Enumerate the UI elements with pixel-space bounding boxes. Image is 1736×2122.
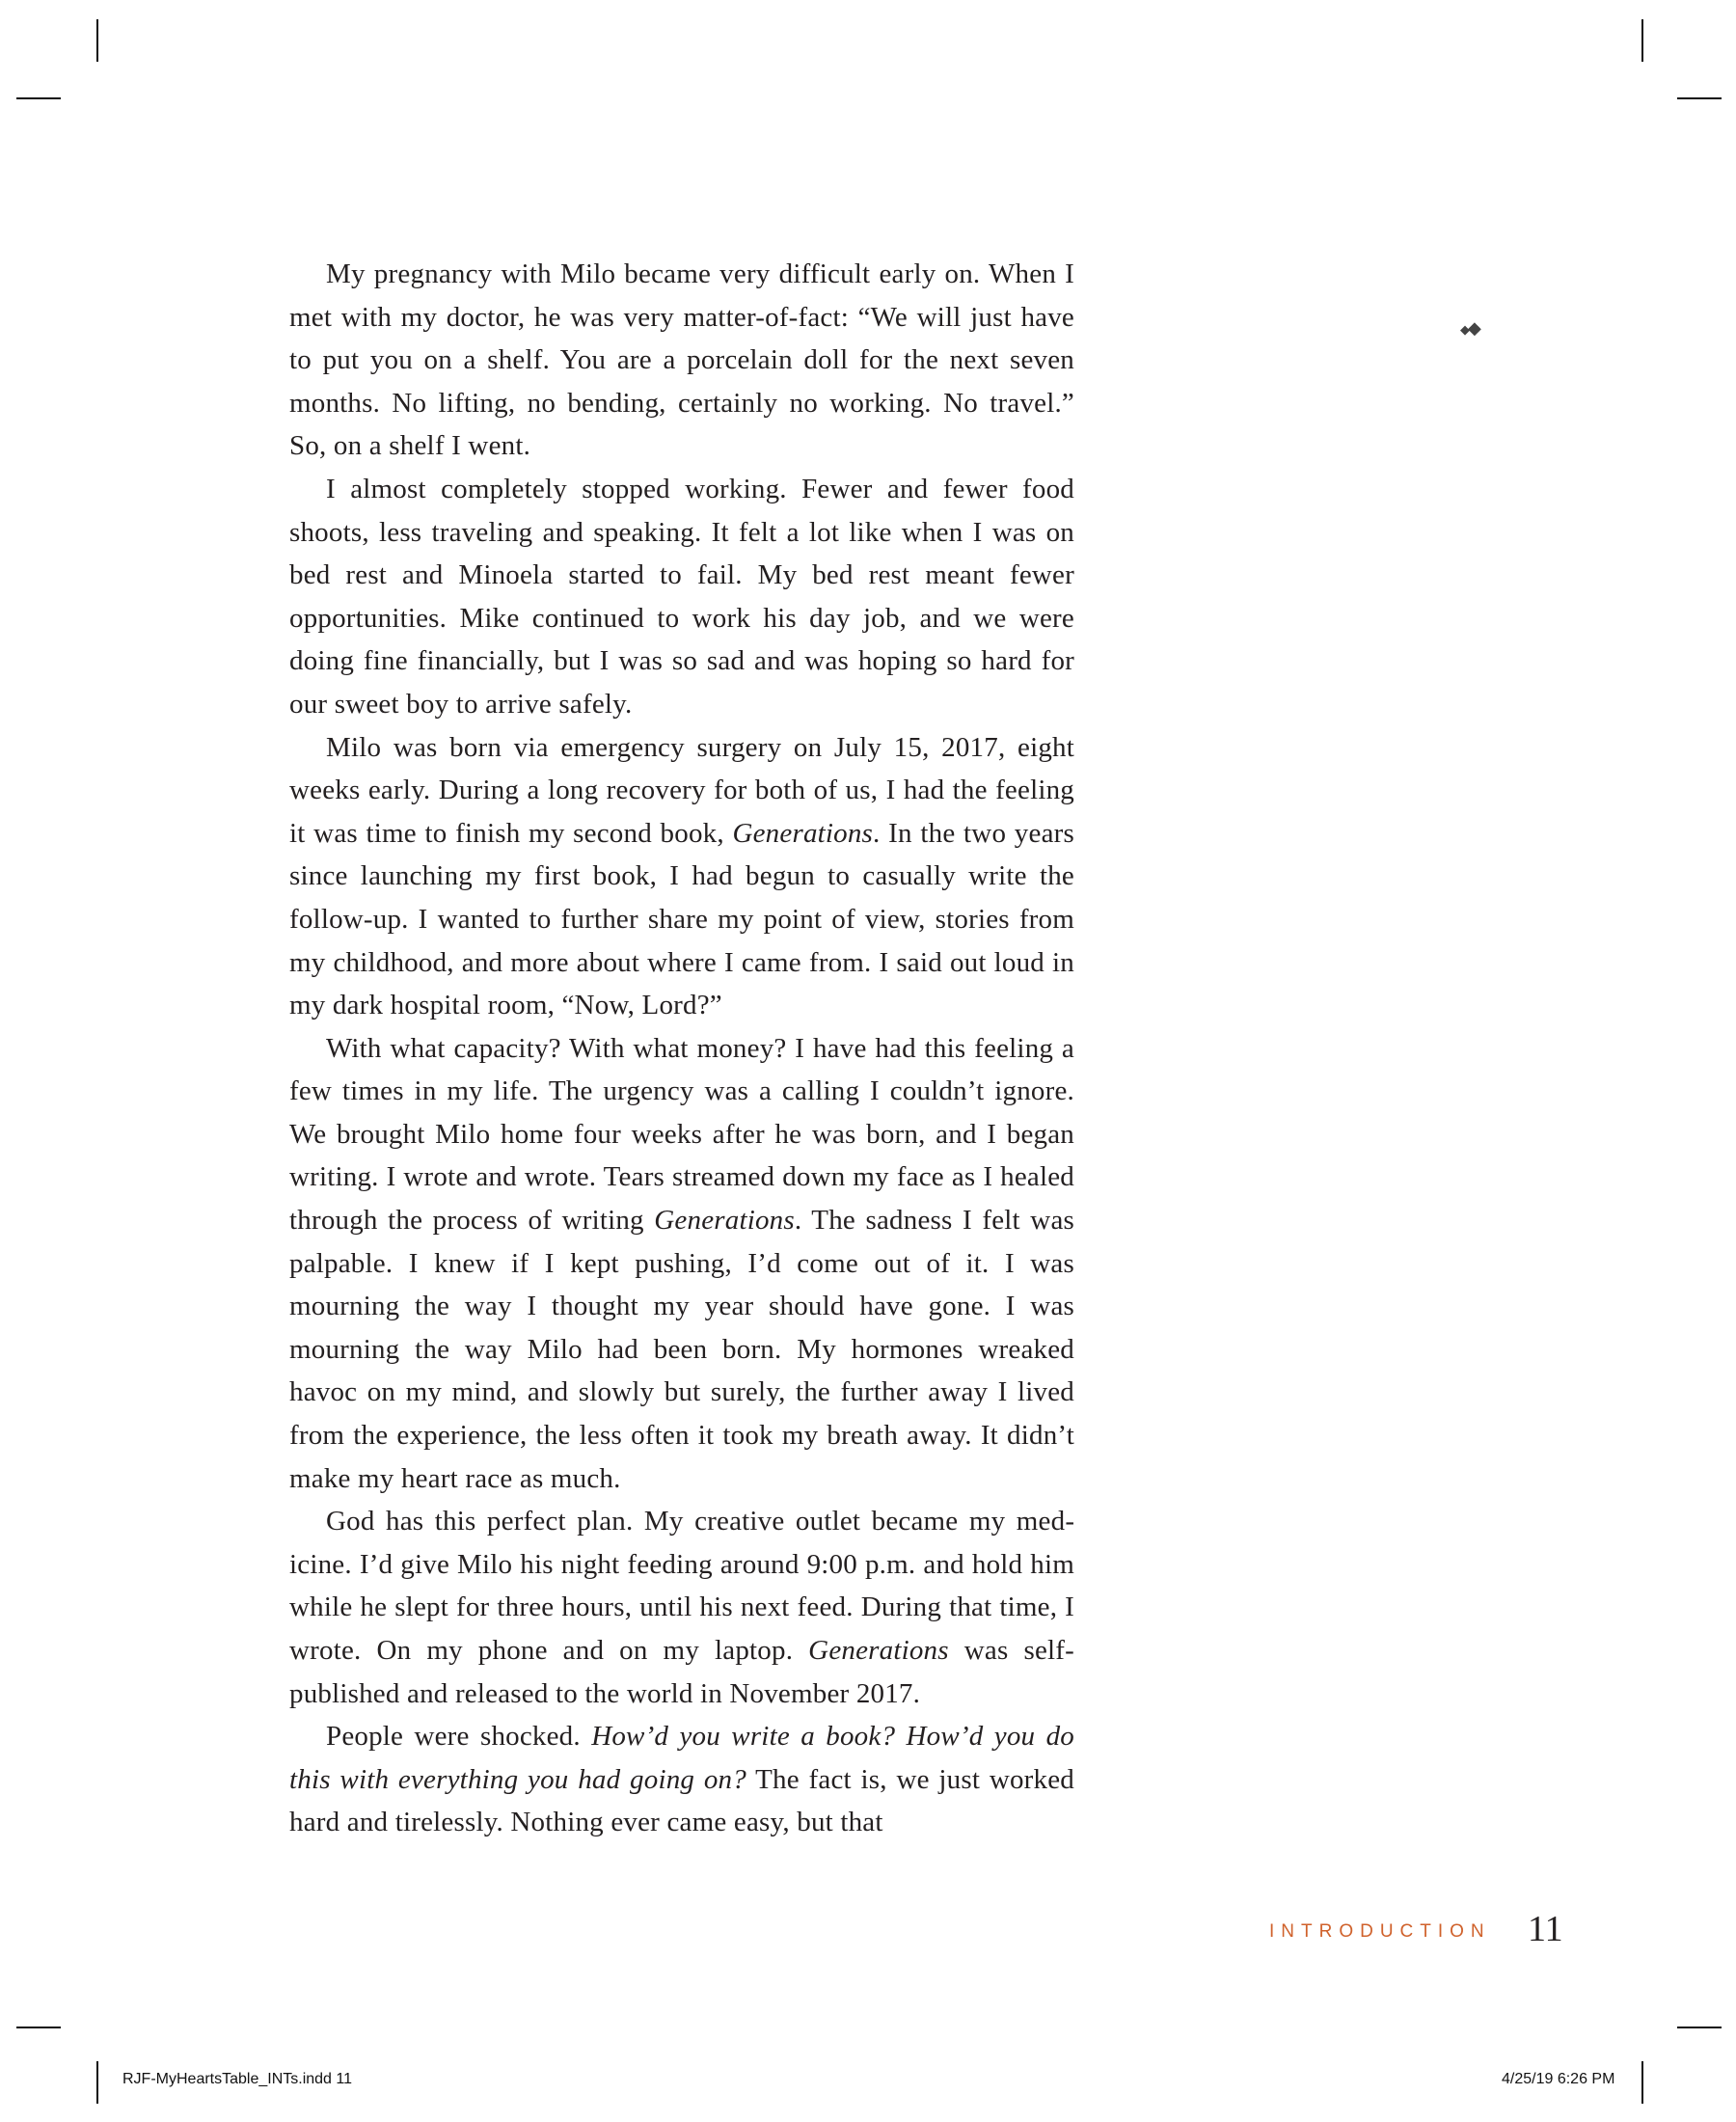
text-run: I almost completely stopped working. Fewer and fewer food shoots, less traveling and speaking. It felt a lot like when I was on bed rest and Minoela started to fail. My bed rest meant fewer opportunities. Mike continued to work his day job, and we were doing fine financially, but I was so sad and was hoping so hard for our sweet boy to arrive safely. [289,473,1074,720]
text-run: God has this perfect plan. My creative outlet became my medicine. I’d give Milo his night feeding around 9:00 p.m. and hold him while he slept for three hours, until his next feed. During that time, I wrote. On my phone and on my laptop. [289,1506,1074,1666]
body-text [289,253,1074,1844]
italic-text-run: Generations [732,817,874,849]
italic-text-run: How’d you write a book? How’d you do this with everything you had going on? [289,1721,1074,1795]
crop-mark-top-right-horizontal [1677,97,1722,99]
large-diamond-icon: ◆ [1468,318,1479,339]
text-run: My pregnancy with Milo became very difficult early on. When I met with my doctor, he was very matter-of-fact: “We will just have to put you on a shelf. You are a porcelain doll for the next seven months. No lifting, no bending, certainly no working. No travel.” So, on a shelf I went. [289,258,1074,462]
body-paragraph [289,726,1074,1027]
text-run: . The sadness I felt was palpable. I knew if I kept pushing, I’d come out of it. I was mourning the way I thought my year should have gone. I was mourning the way Milo had been born. My hormones wreaked havoc on my mind, and slowly but surely, the further away I lived from the experience, the less often it took my breath away. It didn’t make my heart race as much. [289,1205,1074,1494]
body-paragraph [289,1715,1074,1844]
slug-date-time: 4/25/19 6:26 PM [1502,2071,1615,2087]
crop-mark-top-left-horizontal [16,97,61,99]
small-diamond-icon: ◆ [1460,323,1468,338]
body-paragraph [289,1500,1074,1715]
page-number: 11 [1528,1909,1563,1949]
text-run: Milo was born via emergency surgery on July 15, 2017, eight weeks early. During a long recovery for both of us, I had the feeling it was time to finish my second book, [289,731,1074,849]
running-foot-section-label: INTRODUCTION [1269,1921,1491,1942]
body-paragraph [289,1027,1074,1501]
text-run: The fact is, we just worked hard and tirelessly. Nothing ever came easy, but that [289,1763,1074,1838]
text-run: With what capacity? With what money? I have had this feeling a few times in my life. The urgency was a calling I couldn’t ignore. We brought Milo home four weeks after he was born, and I began writing. I wrote and wrote. Tears streamed down my face as I healed through the process of writing [289,1032,1074,1237]
italic-text-run: Generations [808,1635,949,1666]
crop-mark-bottom-right-horizontal [1677,2027,1722,2028]
crop-mark-bottom-left-horizontal [16,2027,61,2028]
body-paragraph [289,253,1074,468]
diamond-ornament-icon [1460,318,1479,339]
text-run: People were shocked. [326,1721,592,1753]
text-run: . In the two years since launching my first book, I had begun to casually write the follow-up. I wanted to further share my point of view, stories from my childhood, and more about where I came from. I said out loud in my dark hospital room, “Now, Lord?” [289,817,1074,1021]
crop-mark-top-right [1641,19,1643,62]
body-paragraph [289,468,1074,726]
crop-mark-bottom-left [96,2061,98,2104]
slug-file-name: RJF-MyHeartsTable_INTs.indd 11 [122,2071,353,2087]
text-run: was self-published and released to the world in November 2017. [289,1635,1074,1709]
crop-mark-bottom-right [1641,2061,1643,2104]
italic-text-run: Generations [654,1205,795,1237]
crop-mark-top-left [96,19,98,62]
